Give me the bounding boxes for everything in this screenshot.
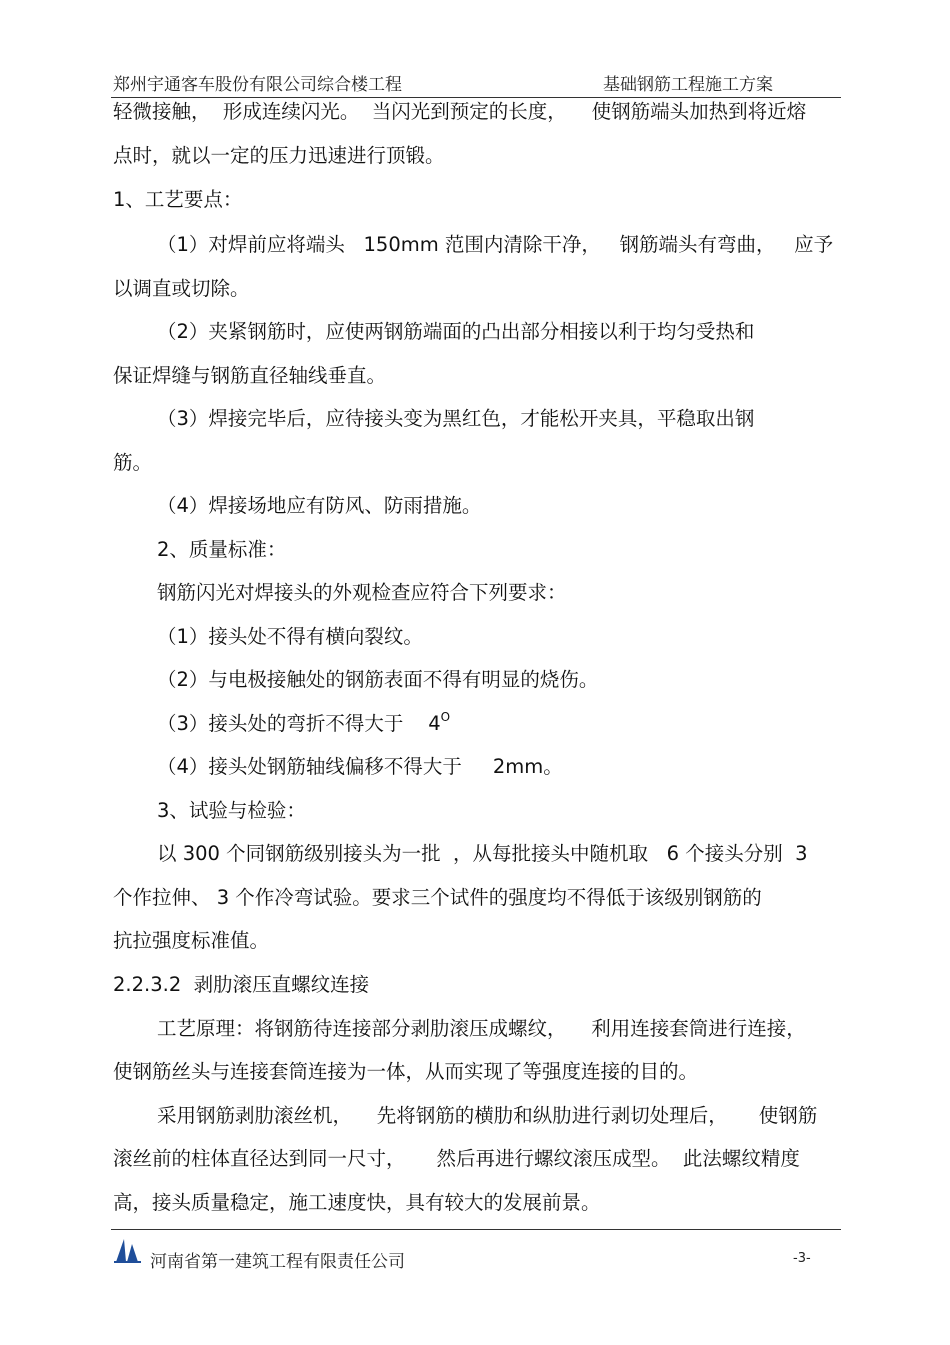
section-heading: 2、质量标准： [157, 538, 287, 561]
section-heading: 1、工艺要点： [113, 188, 243, 211]
body-line: 使钢筋丝头与连接套筒连接为一体，从而实现了等强度连接的目的。 [113, 1060, 699, 1083]
body-line: 以 300 个同钢筋级别接头为一批 ，从每批接头中随机取 6 个接头分别 3 [157, 842, 808, 865]
body-line: 采用钢筋剥肋滚丝机， 先将钢筋的横肋和纵肋进行剥切处理后， 使钢筋 [157, 1104, 818, 1127]
body-line: 以调直或切除。 [113, 277, 250, 300]
body-line: 滚丝前的柱体直径达到同一尺寸， 然后再进行螺纹滚压成型。 此法螺纹精度 [113, 1147, 800, 1170]
body-line: 筋。 [113, 451, 153, 474]
header-document-title: 基础钢筋工程施工方案 [603, 75, 773, 95]
list-item: （1）接头处不得有横向裂纹。 [157, 625, 423, 648]
section-heading: 3、试验与检验： [157, 799, 306, 822]
body-line: 点时，就以一定的压力迅速进行顶锻。 [113, 144, 445, 167]
list-item: （1）对焊前应将端头 150mm 范围内清除干净， 钢筋端头有弯曲， 应予 [157, 233, 834, 256]
list-item: （2）与电极接触处的钢筋表面不得有明显的烧伤。 [157, 668, 599, 691]
footer-company-name: 河南省第一建筑工程有限责任公司 [150, 1252, 405, 1272]
page-number: -3- [793, 1251, 811, 1266]
header-project-title: 郑州宇通客车股份有限公司综合楼工程 [113, 75, 402, 95]
body-line: 抗拉强度标准值。 [113, 929, 270, 952]
body-line: 轻微接触， 形成连续闪光。 当闪光到预定的长度， 使钢筋端头加热到将近熔 [113, 100, 807, 123]
list-item: （4）接头处钢筋轴线偏移不得大于 2mm。 [157, 755, 563, 778]
list-item [157, 712, 450, 738]
company-logo-icon [112, 1236, 144, 1264]
degree-superscript: O [440, 710, 451, 724]
list-item: （2）夹紧钢筋时，应使两钢筋端面的凸出部分相接以利于均匀受热和 [157, 320, 755, 343]
list-item: （4）焊接场地应有防风、防雨措施。 [157, 494, 482, 517]
footer-rule [111, 1229, 841, 1230]
list-item: （3）焊接完毕后，应待接头变为黑红色，才能松开夹具，平稳取出钢 [157, 407, 755, 430]
body-line: 保证焊缝与钢筋直径轴线垂直。 [113, 364, 387, 387]
header-rule [111, 97, 841, 98]
body-line: 钢筋闪光对焊接头的外观检查应符合下列要求： [157, 581, 567, 604]
body-line: 工艺原理：将钢筋待连接部分剥肋滚压成螺纹， 利用连接套筒进行连接， [157, 1017, 806, 1040]
body-line: 个作拉伸、 3 个作冷弯试验。要求三个试件的强度均不得低于该级别钢筋的 [113, 886, 762, 909]
list-item-text: （3）接头处的弯折不得大于 4 [157, 712, 441, 735]
body-line: 高，接头质量稳定，施工速度快，具有较大的发展前景。 [113, 1191, 601, 1214]
subsection-heading: 2.2.3.2 剥肋滚压直螺纹连接 [113, 973, 370, 996]
